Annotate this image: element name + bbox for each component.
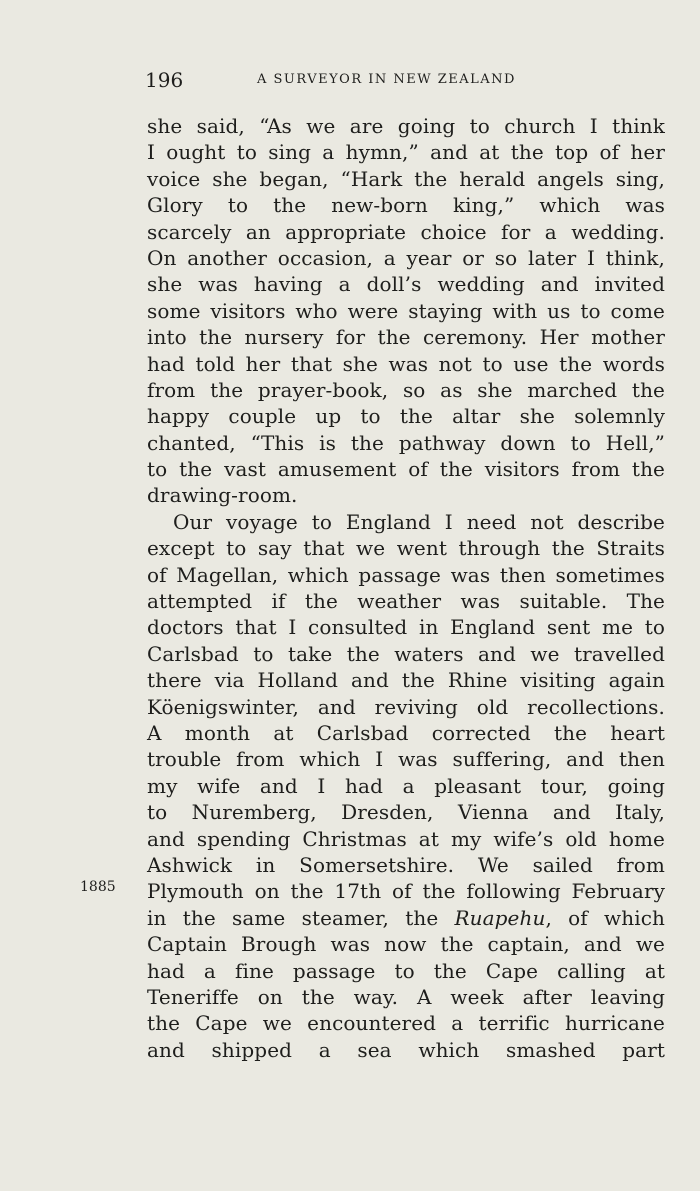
text-line: scarcely an appropriate choice for a wedding. bbox=[147, 219, 665, 244]
text-line: she was having a doll’s wedding and invited bbox=[147, 272, 665, 297]
ship-name: Ruapehu bbox=[454, 905, 546, 930]
text-line: chanted, “This is the pathway down to Hell,” bbox=[147, 430, 665, 455]
text-line: except to say that we went through the Straits bbox=[147, 536, 665, 561]
text-line: drawing-room. bbox=[147, 483, 298, 508]
text-line: the Cape we encountered a terrific hurricane bbox=[147, 1011, 665, 1036]
text-line: she said, “As we are going to church I think bbox=[147, 114, 665, 138]
margin-year-note: 1885 bbox=[80, 879, 116, 895]
text-line: into the nursery for the ceremony. Her mother bbox=[147, 325, 665, 350]
text-line: Teneriffe on the way. A week after leaving bbox=[147, 984, 665, 1009]
text-line: doctors that I consulted in England sent me to bbox=[147, 615, 665, 640]
text-line: Carlsbad to take the waters and we travelled bbox=[147, 641, 665, 666]
text-line: my wife and I had a pleasant tour, going bbox=[147, 773, 665, 798]
text-line: Captain Brough was now the captain, and we bbox=[147, 932, 665, 957]
text-line: some visitors who were staying with us to come bbox=[147, 298, 665, 323]
text-line: attempted if the weather was suitable. The bbox=[147, 589, 665, 614]
text-line: had a fine passage to the Cape calling at bbox=[147, 958, 665, 983]
text-line: Plymouth on the 17th of the following February bbox=[147, 879, 665, 904]
text-line: On another occasion, a year or so later I think, bbox=[147, 245, 665, 270]
text-line: Glory to the new-born king,” which was bbox=[147, 193, 665, 218]
text-line: and spending Christmas at my wife’s old home bbox=[147, 826, 665, 851]
text-line: to Nuremberg, Dresden, Vienna and Italy, bbox=[147, 800, 665, 825]
running-head: A SURVEYOR IN NEW ZEALAND bbox=[257, 72, 516, 87]
text-line: and shipped a sea which smashed part bbox=[147, 1037, 665, 1062]
text-fragment: in the same steamer, the bbox=[147, 905, 455, 930]
text-line: I ought to sing a hymn,” and at the top of her bbox=[147, 140, 665, 165]
page-number: 196 bbox=[145, 68, 184, 92]
text-fragment: , of which bbox=[545, 905, 665, 930]
text-line: to the vast amusement of the visitors from the bbox=[147, 457, 665, 482]
text-line: voice she began, “Hark the herald angels sing, bbox=[147, 166, 665, 191]
text-line: there via Holland and the Rhine visiting again bbox=[147, 668, 665, 693]
text-line: A month at Carlsbad corrected the heart bbox=[147, 720, 665, 745]
body-text bbox=[147, 113, 665, 1063]
text-line: from the prayer-book, so as she marched the bbox=[147, 377, 665, 402]
text-line-with-ship-name bbox=[147, 905, 665, 931]
text-line: happy couple up to the altar she solemnly bbox=[147, 404, 665, 429]
text-line: trouble from which I was suffering, and then bbox=[147, 747, 665, 772]
text-line: Ashwick in Somersetshire. We sailed from bbox=[147, 852, 665, 877]
paragraph-start-line: Our voyage to England I need not describe bbox=[173, 509, 665, 534]
text-line: of Magellan, which passage was then sometimes bbox=[147, 562, 665, 587]
text-line: had told her that she was not to use the words bbox=[147, 351, 665, 376]
page-header bbox=[145, 66, 665, 94]
text-line: Köenigswinter, and reviving old recollections. bbox=[147, 694, 665, 719]
